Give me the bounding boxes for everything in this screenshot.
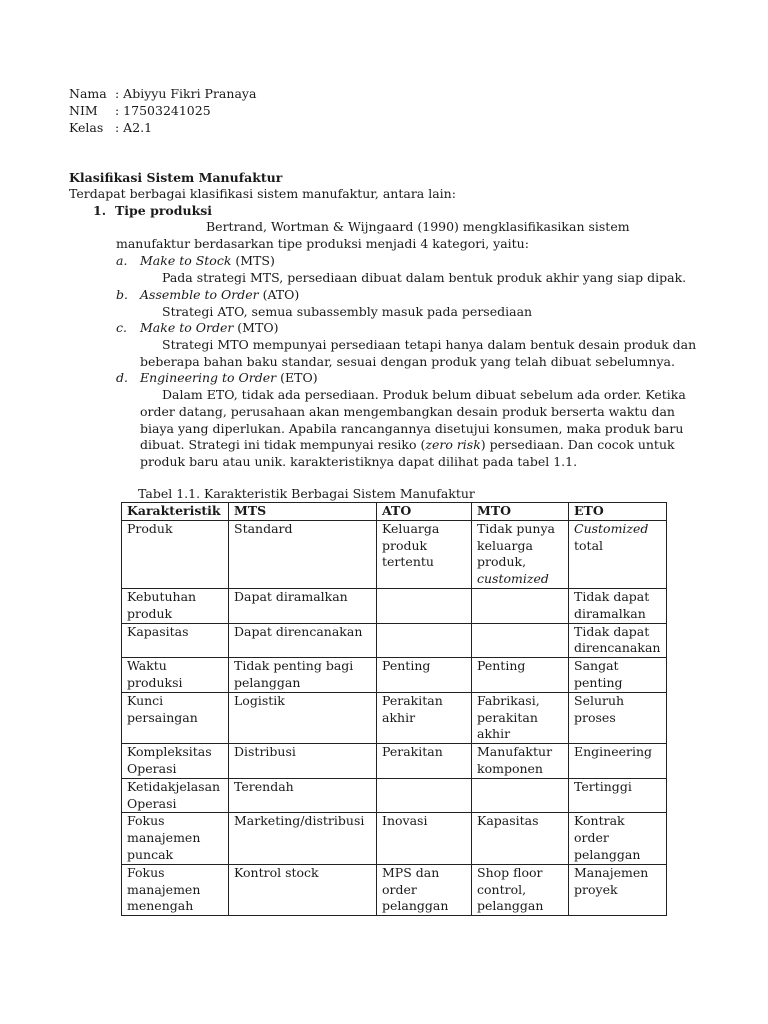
name-value: : Abiyyu Fikri Pranaya: [115, 86, 257, 101]
table-cell: Tidak penting bagi pelanggan: [229, 658, 377, 693]
sub-item-c: [116, 320, 278, 337]
sub-term: Engineering to Order: [140, 370, 277, 385]
table-row: [122, 520, 667, 588]
table-cell: [569, 520, 667, 588]
sub-letter: c.: [116, 320, 127, 335]
table-cell: [472, 520, 569, 588]
sub-body-b: Strategi ATO, semua subassembly masuk pada persediaan: [162, 304, 533, 319]
sub-body-d: [140, 387, 700, 471]
table-header: ETO: [569, 503, 667, 521]
cell-text: Tidak punya keluarga produk,: [477, 520, 555, 570]
kelas-value: : A2.1: [115, 120, 153, 135]
sub-body-a: Pada strategi MTS, persediaan dibuat dalam bentuk produk akhir yang siap dipak.: [162, 270, 687, 285]
table-cell: Kebutuhan produk: [122, 588, 229, 623]
section-title: Klasifikasi Sistem Manufaktur: [69, 170, 283, 185]
table-cell: Engineering: [569, 744, 667, 779]
table-cell: Manufaktur komponen: [472, 744, 569, 779]
student-info: [69, 86, 256, 137]
table-cell: Fabrikasi, perakitan akhir: [472, 692, 569, 743]
table-cell: Logistik: [229, 692, 377, 743]
characteristics-table: [121, 502, 667, 916]
table-cell: [472, 623, 569, 658]
sub-abbr: (MTS): [231, 253, 275, 268]
table-cell: Fokus manajemen menengah: [122, 864, 229, 915]
sub-abbr: (MTO): [233, 320, 279, 335]
table-header: ATO: [377, 503, 472, 521]
table-header: MTS: [229, 503, 377, 521]
table-cell: Kapasitas: [472, 813, 569, 864]
table-row: [122, 778, 667, 813]
table-cell: [377, 588, 472, 623]
table-row: [122, 588, 667, 623]
cell-text: total: [574, 537, 604, 553]
table-cell: [472, 588, 569, 623]
table-cell: Marketing/distribusi: [229, 813, 377, 864]
nim-value: : 17503241025: [115, 103, 211, 118]
cell-text-italic: Customized: [574, 520, 649, 536]
table-cell: Keluarga produk tertentu: [377, 520, 472, 588]
table-cell: Perakitan: [377, 744, 472, 779]
table-cell: Kunci persaingan: [122, 692, 229, 743]
table-cell: [377, 623, 472, 658]
table-cell: Ketidakjelasan Operasi: [122, 778, 229, 813]
table-cell: Sangat penting: [569, 658, 667, 693]
table-cell: Kontrak order pelanggan: [569, 813, 667, 864]
sub-item-a: [116, 253, 275, 270]
table-row: [122, 692, 667, 743]
table-cell: Produk: [122, 520, 229, 588]
kelas-row: [69, 120, 256, 137]
table-cell: Penting: [472, 658, 569, 693]
table-cell: [472, 778, 569, 813]
table-row: [122, 813, 667, 864]
sub-letter: d.: [116, 370, 128, 385]
table-cell: Tidak dapat direncanakan: [569, 623, 667, 658]
sub-letter: a.: [116, 253, 128, 268]
table-cell: Perakitan akhir: [377, 692, 472, 743]
sub-body-d-post: ) persediaan. Dan cocok untuk produk baru atau unik. karakteristiknya dapat dilihat pada tabel 1.1.: [140, 437, 675, 470]
kelas-label: Kelas: [69, 120, 104, 135]
sub-term: Assemble to Order: [140, 287, 259, 302]
sub-abbr: (ETO): [276, 370, 318, 385]
table-cell: [377, 778, 472, 813]
table-header: MTO: [472, 503, 569, 521]
table-header-row: [122, 503, 667, 521]
table-cell: Shop floor control, pelanggan: [472, 864, 569, 915]
table-cell: Inovasi: [377, 813, 472, 864]
table-cell: Dapat direncanakan: [229, 623, 377, 658]
table-cell: Manajemen proyek: [569, 864, 667, 915]
name-row: [69, 86, 256, 103]
table-row: [122, 623, 667, 658]
table-cell: Penting: [377, 658, 472, 693]
table-caption: Tabel 1.1. Karakteristik Berbagai Sistem Manufaktur: [138, 486, 475, 501]
table-header: Karakteristik: [122, 503, 229, 521]
table-row: [122, 864, 667, 915]
table-cell: Kontrol stock: [229, 864, 377, 915]
table-cell: Tertinggi: [569, 778, 667, 813]
table-cell: Dapat diramalkan: [229, 588, 377, 623]
item-title: Tipe produksi: [115, 203, 213, 218]
nim-row: [69, 103, 256, 120]
table-row: [122, 658, 667, 693]
name-label: Nama: [69, 86, 107, 101]
table-cell: Fokus manajemen puncak: [122, 813, 229, 864]
sub-item-b: [116, 287, 299, 304]
table-cell: Terendah: [229, 778, 377, 813]
table-cell: Waktu produksi: [122, 658, 229, 693]
intro-text: Terdapat berbagai klasifikasi sistem manufaktur, antara lain:: [69, 186, 456, 201]
sub-term: Make to Order: [140, 320, 234, 335]
cell-text-italic: customized: [477, 571, 549, 587]
nim-label: NIM: [69, 103, 98, 118]
table-cell: Seluruh proses: [569, 692, 667, 743]
sub-item-d: [116, 370, 318, 387]
sub-body-d-em: zero risk: [425, 437, 481, 453]
sub-term: Make to Stock: [140, 253, 232, 268]
table-cell: Kapasitas: [122, 623, 229, 658]
item-number: 1.: [93, 203, 107, 218]
sub-letter: b.: [116, 287, 128, 302]
table-cell: MPS dan order pelanggan: [377, 864, 472, 915]
table-cell: Distribusi: [229, 744, 377, 779]
table-cell: Standard: [229, 520, 377, 588]
table-row: [122, 744, 667, 779]
numbered-item-heading: [93, 203, 212, 220]
sub-body-d-pre: Dalam ETO, tidak ada persediaan. Produk belum dibuat sebelum ada order. Ketika order datang, perusahaan akan mengembangkan desain produk berserta waktu dan biaya yang diperlukan. Apabila rancangannya disetujui konsumen, maka produk baru dibuat. Strategi ini tidak mempunyai resiko (: [140, 387, 686, 453]
table-body: [122, 520, 667, 915]
table-cell: Tidak dapat diramalkan: [569, 588, 667, 623]
sub-abbr: (ATO): [258, 287, 300, 302]
item-paragraph: Bertrand, Wortman & Wijngaard (1990) mengklasifikasikan sistem manufaktur berdasarkan tipe produksi menjadi 4 kategori, yaitu:: [116, 219, 630, 251]
table-cell: Kompleksitas Operasi: [122, 744, 229, 779]
sub-body-c: Strategi MTO mempunyai persediaan tetapi hanya dalam bentuk desain produk dan beberapa bahan baku standar, sesuai dengan produk yang telah dibuat sebelumnya.: [140, 337, 697, 369]
